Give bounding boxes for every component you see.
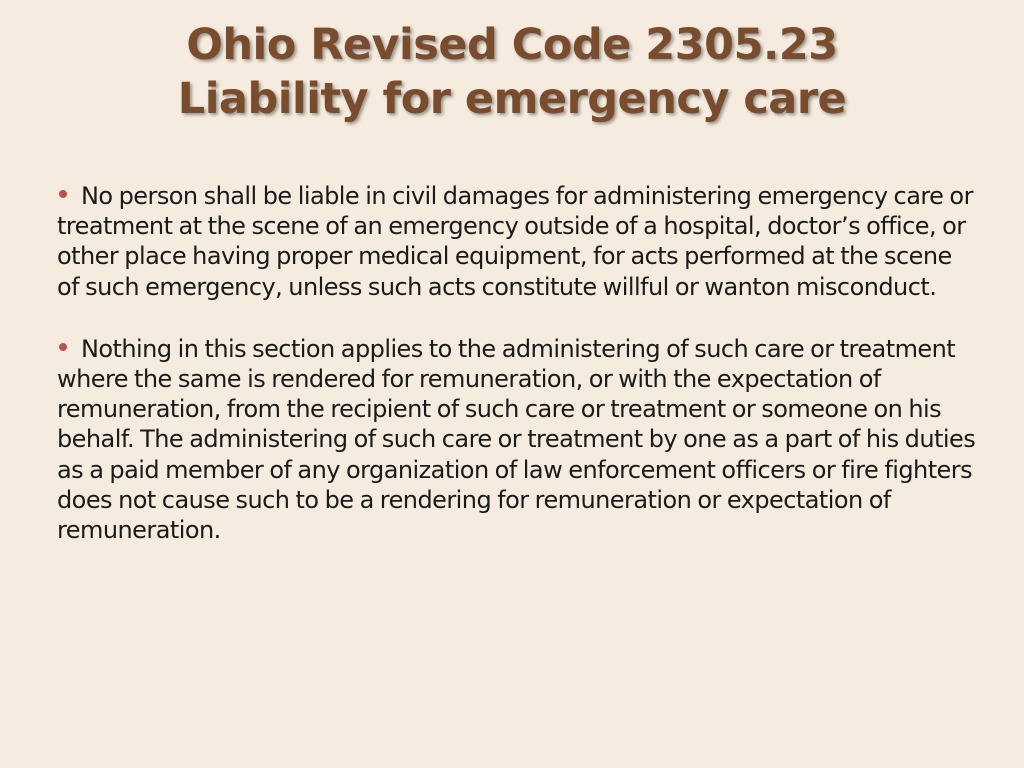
bullet-text: No person shall be liable in civil damages for administering emergency care or treatment at the scene of an emergency outside of a hospital, doctor’s office, or other place having proper medical equipment, for acts performed at the scene of such emergency, unless such acts constitute willful or wanton misconduct. — [57, 182, 973, 301]
title-line-2: Liability for emergency care — [177, 74, 847, 124]
slide-body — [57, 181, 977, 577]
title-line-1: Ohio Revised Code 2305.23 — [186, 20, 838, 70]
bullet-item — [57, 181, 977, 302]
bullet-text: Nothing in this section applies to the administering of such care or treatment where the same is rendered for remuneration, or with the expectation of remuneration, from the recipient of such care or treatment or someone on his behalf. The administering of such care or treatment by one as a part of his duties as a paid member of any organization of law enforcement officers or fire fighters does not cause such to be a rendering for remuneration or expectation of remuneration. — [57, 334, 976, 545]
bullet-dot-icon — [59, 190, 67, 198]
bullet-dot-icon — [59, 343, 67, 351]
slide-title — [40, 18, 984, 126]
bullet-item — [57, 334, 977, 545]
